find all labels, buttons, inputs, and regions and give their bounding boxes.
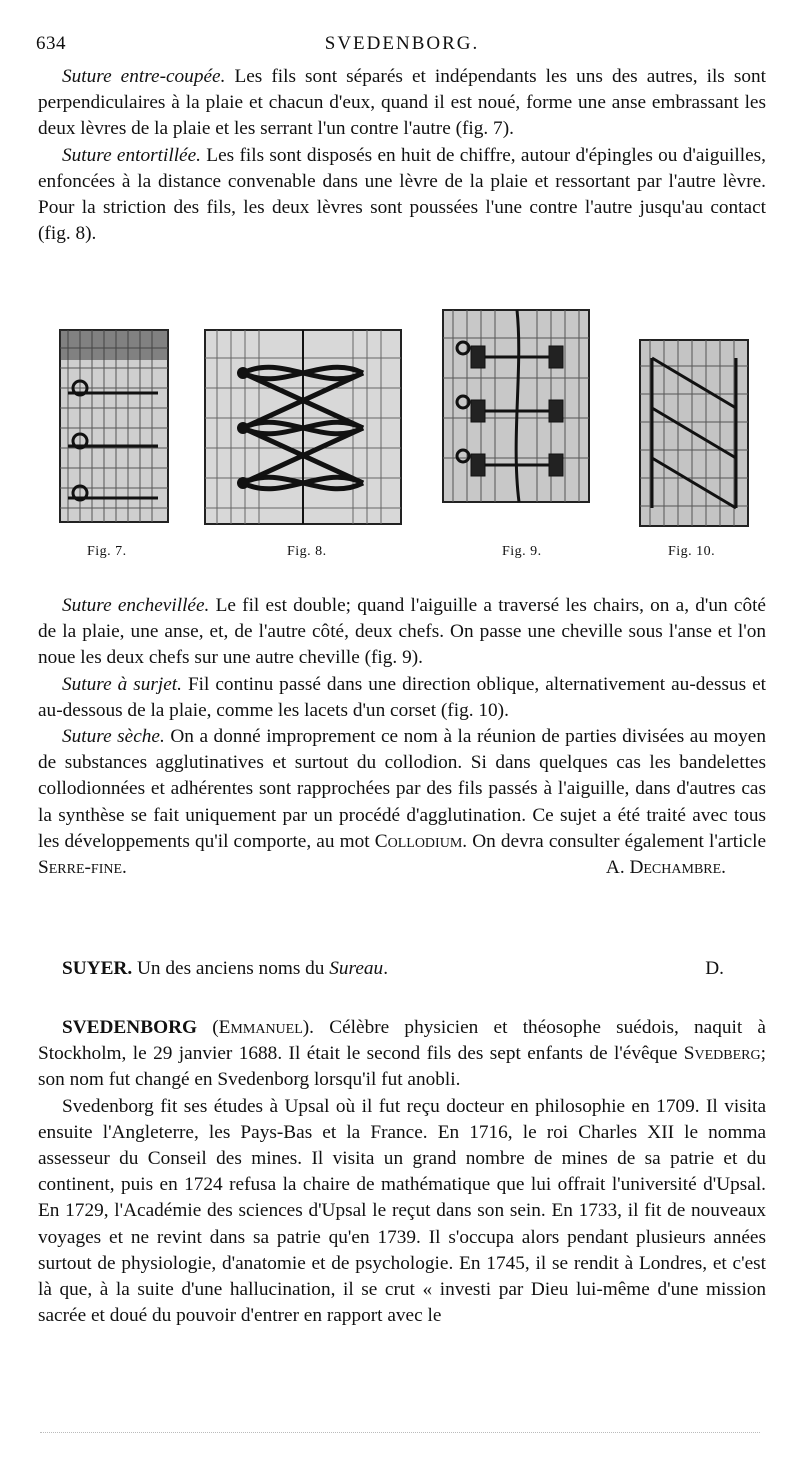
paragraph-text: On a donné improprement ce nom à la réunion de parties divisées au moyen de substances agglutinatives et surtout du collodion. Si dans quelques cas les bandelettes collodionnées et adhérentes sont rapprochées par des fils passés à l'aiguille, dans d'autres cas la synthèse se fait uniquement par un procédé d'agglutination. Ce sujet a été traité avec tous les développements qu'il comporte, au mot [38,726,766,852]
figure-8-caption: Fig. 8. [287,544,327,559]
entry-italic-word: Sureau [329,958,384,979]
paragraph-svedenborg-intro [38,1015,766,1094]
running-title: SVEDENBORG. [324,33,480,54]
paragraph-suture-entre-coupee [38,64,766,143]
figures-row [0,300,800,570]
term-label: Suture enchevillée. [62,595,210,616]
paragraph-text: Le fil est double; quand l'aiguille a traversé les chairs, on a, d'un côté de la plaie, une anse, et, de l'autre côté, deux chefs. On passe une cheville sous l'anse et l'on noue les deux chefs sur une autre cheville (fig. 9). [38,595,766,669]
text-block-svedenborg [38,1015,766,1329]
entry-text: ). [302,1017,315,1038]
text-block-middle [38,593,766,881]
figure-9-illustration [441,308,591,504]
term-label: Suture sèche. [62,726,165,748]
paragraph-text: Fil continu passé dans une direction oblique, alternativement au-dessus et au-dessous de la plaie, comme les lacets d'un corset (fig. 10). [38,673,766,721]
figure-10-illustration [638,338,750,528]
paragraph-suture-enchevillee [38,593,766,672]
figure-7-caption: Fig. 7. [87,544,127,559]
name-svedberg: Svedberg [683,1043,761,1065]
paragraph-suture-a-surjet [38,672,766,724]
figure-10-caption: Fig. 10. [668,544,716,559]
entry-text: Célèbre physicien et théosophe suédois, naquit à Stockholm, le 29 janvier 1688. Il était le second fils des sept enfants de l'évêque [38,1017,766,1065]
paragraph-text: Les fils sont disposés en huit de chiffre, autour d'épingles ou d'aiguilles, enfoncées à la distance convenable dans une lèvre de la plaie et ressortant par l'autre lèvre. Pour la striction des fils, les deux lèvres sont poussées l'une contre l'autre jusqu'au contact (fig. 8). [38,144,766,245]
reference-serre-fine: Serre-fine [38,857,123,879]
author-signature: D. [705,958,724,979]
entry-headword: SVEDENBORG [62,1017,197,1038]
paragraph-text: . On devra consulter également l'article [462,830,766,852]
term-label: Suture à surjet. [62,673,182,695]
term-label: Suture entortillée. [62,144,201,166]
paragraph-text: Svedenborg fit ses études à Upsal où il fut reçu docteur en philosophie en 1709. Il visita ensuite l'Angleterre, les Pays-Bas et la France. En 1716, le roi Charles XII le nomma assesseur du Conseil des mines. Il visita un grand nombre de mines de sa patrie et du continent, puis en 1724 refusa la chaire de mathématique que lui offrait l'université d'Upsal. En 1729, l'Académie des sciences d'Upsal le reçut dans son sein. En 1733, il fit de nouveaux voyages et ne revint dans sa patrie qu'en 1739. Il s'occupa alors pendant plusieurs années surtout de physiologie, d'anatomie et de psychologie. En 1745, il se rendit à Londres, et c'est là que, à la suite d'une hallucination, il se crut « investi par Dieu lui-même d'une mission sacrée et doué du pouvoir d'entrer en rapport avec le [38,1095,766,1327]
paragraph-text: Les fils sont séparés et indépendants les uns des autres, ils sont perpendiculaires à la plaie et chacun d'eux, quand il est noué, forme une anse embrassant les deux lèvres de la plaie et les serrant l'un contre l'autre (fig. 7). [38,66,766,140]
entry-text: ; son nom fut changé en Svedenborg lorsqu'il fut anobli. [38,1043,766,1091]
page-number: 634 [36,33,66,54]
entry-headword: SUYER. [62,958,133,979]
paragraph-suture-entortillee [38,143,766,248]
figure-8-illustration [203,328,403,526]
entry-text: . [383,958,389,979]
paragraph-svedenborg-biography [38,1094,766,1330]
paragraph-suture-seche [38,724,766,881]
entry-suyer [62,958,730,980]
author-signature: A. Dechambre. [605,857,726,879]
text-block-top [38,64,766,247]
page-header [36,33,768,59]
figure-9-caption: Fig. 9. [502,544,542,559]
footer-rule [40,1432,760,1433]
reference-collodium: Collodium [374,830,463,852]
entry-text: ( [197,1017,219,1038]
paragraph-text: . [122,857,127,879]
entry-text: Un des anciens noms du [132,958,330,979]
figure-7-illustration [58,328,170,524]
term-label: Suture entre-coupée. [62,66,226,87]
first-name: Emmanuel [218,1017,303,1038]
